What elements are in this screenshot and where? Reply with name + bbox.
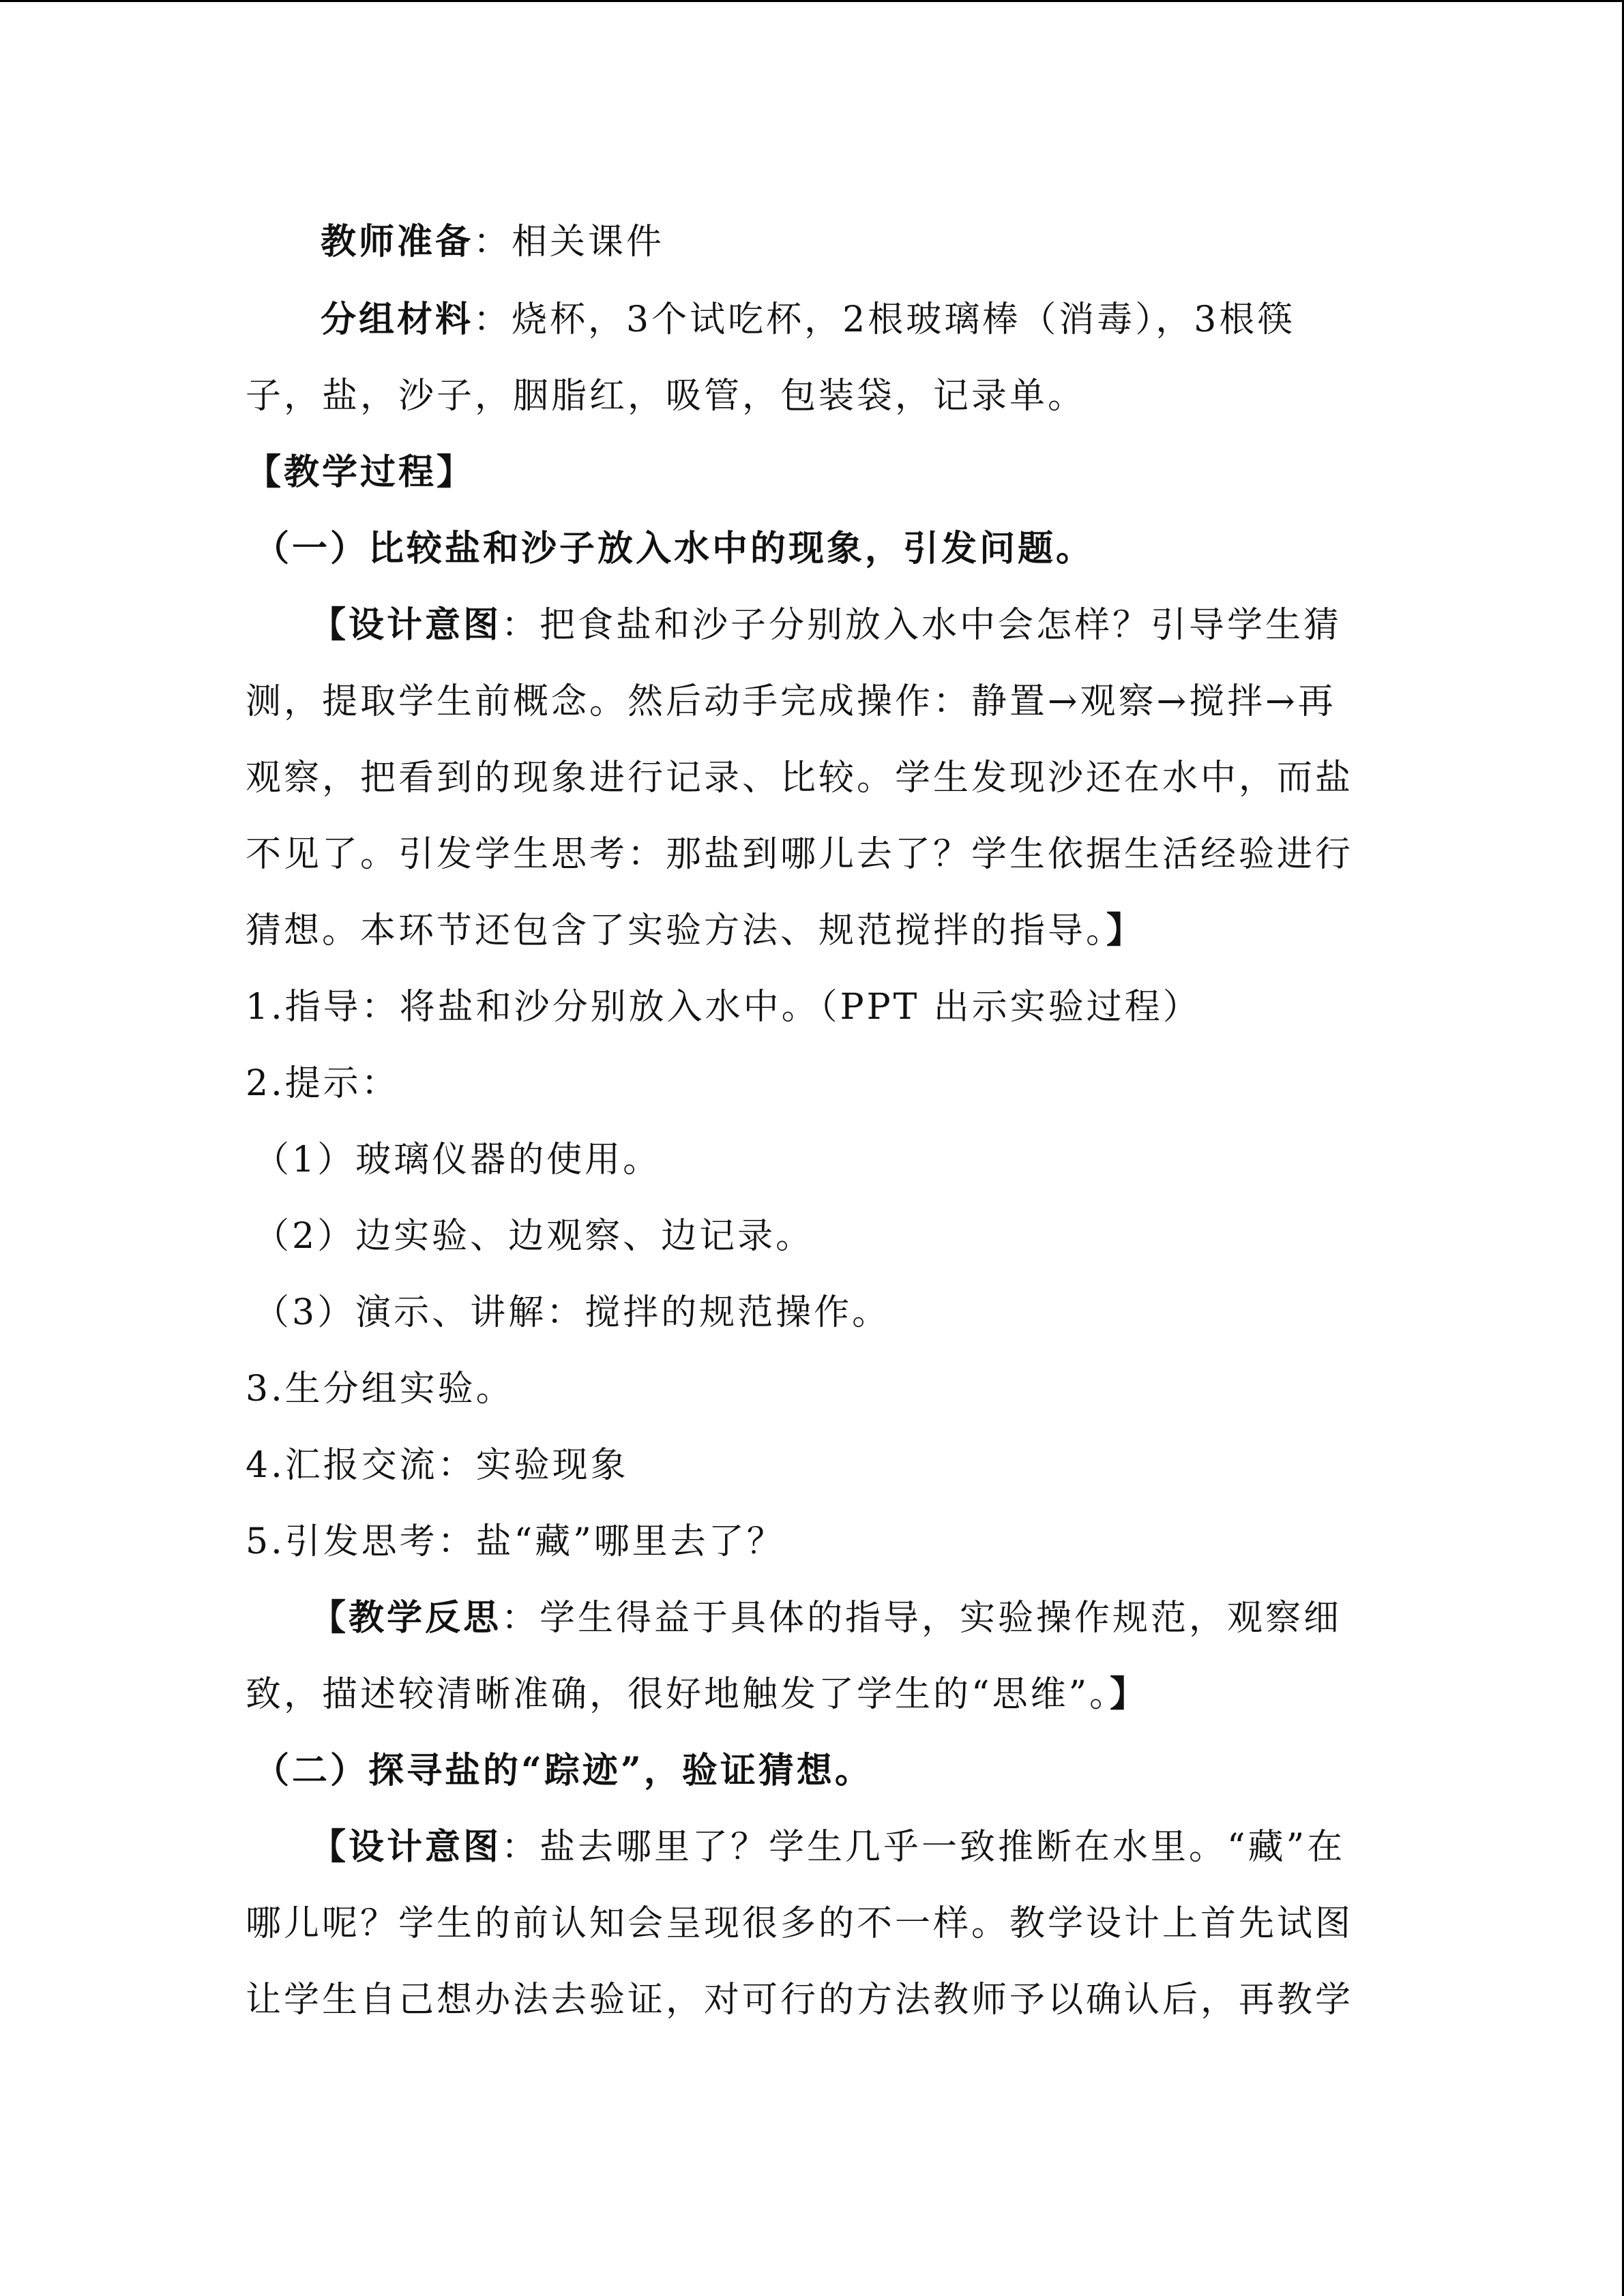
part1-reflection-line-1 [310, 1596, 1342, 1640]
teacher-prep-label: 教师准备 [321, 221, 474, 263]
part2-design-line-1 [310, 1825, 1345, 1869]
part1-design-line-4: 不见了。引发学生思考：那盐到哪儿去了？学生依据生活经验进行 [246, 834, 1354, 875]
part1-design-close: 】 [1106, 910, 1145, 951]
part2-heading: （二）探寻盐的“踪迹”，验证猜想。 [254, 1750, 873, 1791]
section-title: 【教学过程】 [246, 451, 475, 493]
part1-reflection-text-2: 致，描述较清晰准确，很好地触发了学生的“思维”。 [246, 1674, 1110, 1715]
teacher-prep-line [321, 220, 664, 264]
step-5: 5.引发思考：盐“藏”哪里去了？ [246, 1521, 785, 1562]
part1-reflection-close: 】 [1110, 1673, 1149, 1715]
step-1: 1.指导：将盐和沙分别放入水中。（PPT 出示实验过程） [246, 987, 1201, 1028]
part1-design-line-5 [246, 909, 1145, 953]
part2-design-text-1: 盐去哪里了？学生几乎一致推断在水里。“藏”在 [540, 1827, 1346, 1868]
step-3: 3.生分组实验。 [246, 1369, 514, 1410]
step-2: 2.提示： [246, 1063, 400, 1104]
teacher-prep-sep: ： [473, 222, 512, 263]
part1-design-text-1: 把食盐和沙子分别放入水中会怎样？引导学生猜 [540, 605, 1342, 646]
part2-design-line-2: 哪儿呢？学生的前认知会呈现很多的不一样。教学设计上首先试图 [246, 1903, 1354, 1944]
part2-design-sep: ： [501, 1827, 540, 1868]
part1-design-sep: ： [501, 605, 540, 646]
part1-design-text-5: 猜想。本环节还包含了实验方法、规范搅拌的指导。 [246, 910, 1107, 951]
part2-design-line-3: 让学生自己想办法去验证，对可行的方法教师予以确认后，再教学 [246, 1980, 1354, 2021]
teacher-prep-text: 相关课件 [512, 222, 665, 263]
step-2-sub-3: （3）演示、讲解：搅拌的规范操作。 [254, 1292, 891, 1333]
top-border [0, 0, 1624, 2]
group-materials-line-2: 子，盐，沙子，胭脂红，吸管，包装袋，记录单。 [246, 376, 1087, 417]
part1-design-line-3: 观察，把看到的现象进行记录、比较。学生发现沙还在水中，而盐 [246, 758, 1354, 799]
group-materials-sep: ： [473, 299, 512, 340]
part1-design-label: 【设计意图 [310, 604, 502, 646]
step-2-sub-2: （2）边实验、边观察、边记录。 [254, 1216, 814, 1257]
part1-reflection-line-2 [246, 1673, 1148, 1716]
part1-design-line-2: 测，提取学生前概念。然后动手完成操作：静置→观察→搅拌→再 [246, 681, 1336, 722]
part1-reflection-text-1: 学生得益于具体的指导，实验操作规范，观察细 [540, 1598, 1342, 1639]
part1-heading: （一）比较盐和沙子放入水中的现象，引发问题。 [254, 528, 1095, 569]
part2-design-label: 【设计意图 [310, 1826, 502, 1868]
step-2-sub-1: （1）玻璃仪器的使用。 [254, 1139, 662, 1180]
group-materials-text-1: 烧杯，3个试吃杯，2根玻璃棒（消毒），3根筷 [512, 299, 1296, 340]
part1-reflection-label: 【教学反思 [310, 1597, 502, 1639]
group-materials-label: 分组材料 [321, 299, 474, 340]
part1-design-line-1 [310, 603, 1342, 647]
part1-reflection-sep: ： [501, 1598, 540, 1639]
step-4: 4.汇报交流：实验现象 [246, 1445, 629, 1486]
group-materials-line-1 [321, 298, 1295, 342]
